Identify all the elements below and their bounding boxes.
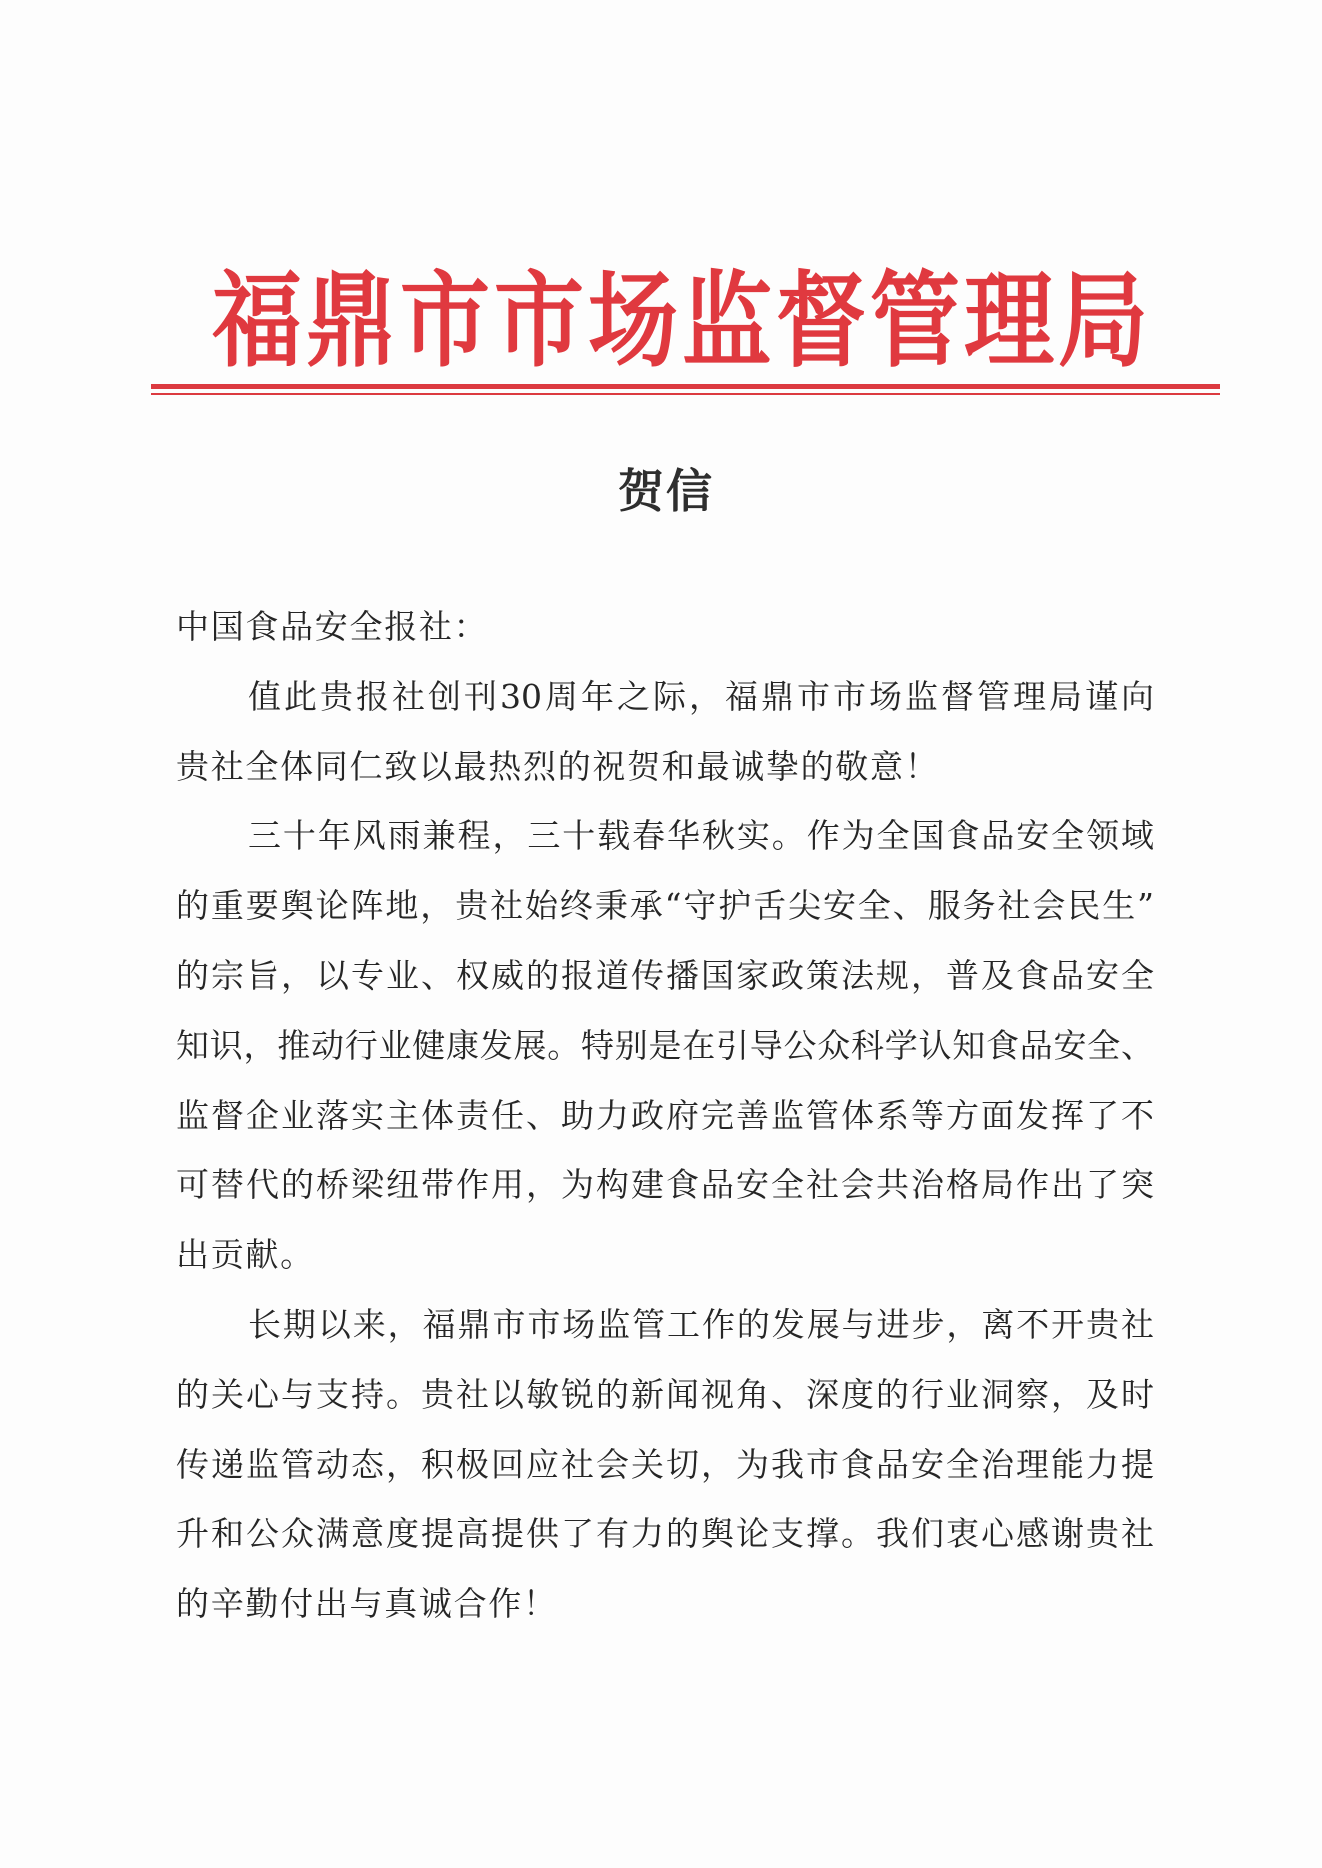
letterhead-rule-thin xyxy=(151,393,1220,395)
paragraph-line: 的重要舆论阵地，贵社始终秉承“守护舌尖安全、服务社会民生” xyxy=(176,886,1154,926)
paragraph-line: 知识，推动行业健康发展。特别是在引导公众科学认知食品安全、 xyxy=(176,1025,1154,1065)
paragraph-line: 长期以来，福鼎市市场监管工作的发展与进步，离不开贵社 xyxy=(248,1304,1154,1344)
paragraph-line: 可替代的桥梁纽带作用，为构建食品安全社会共治格局作出了突 xyxy=(176,1165,1154,1205)
paragraph-line: 监督企业落实主体责任、助力政府完善监管体系等方面发挥了不 xyxy=(176,1095,1154,1135)
salutation: 中国食品安全报社： xyxy=(176,607,489,646)
letterhead-org-name: 福鼎市市场监督管理局 xyxy=(212,260,1148,382)
paragraph-1 xyxy=(176,662,1154,802)
paragraph-line: 三十年风雨兼程，三十载春华秋实。作为全国食品安全领域 xyxy=(248,816,1154,856)
paragraph-2 xyxy=(176,801,1154,1290)
document-title: 贺信 xyxy=(618,464,714,518)
paragraph-line: 贵社全体同仁致以最热烈的祝贺和最诚挚的敬意！ xyxy=(176,746,940,786)
letterhead-rule-thick xyxy=(151,384,1220,389)
paragraph-line: 的宗旨，以专业、权威的报道传播国家政策法规，普及食品安全 xyxy=(176,955,1154,995)
paragraph-line: 出贡献。 xyxy=(176,1235,315,1275)
paragraph-line: 的关心与支持。贵社以敏锐的新闻视角、深度的行业洞察，及时 xyxy=(176,1374,1154,1414)
paragraph-line: 传递监管动态，积极回应社会关切，为我市食品安全治理能力提 xyxy=(176,1444,1154,1484)
paragraph-line: 升和公众满意度提高提供了有力的舆论支撑。我们衷心感谢贵社 xyxy=(176,1514,1154,1554)
paragraph-line: 值此贵报社创刊30周年之际，福鼎市市场监督管理局谨向 xyxy=(248,676,1154,716)
paragraph-3 xyxy=(176,1290,1154,1639)
letter-body xyxy=(176,592,1154,1639)
paragraph-line: 的辛勤付出与真诚合作！ xyxy=(176,1584,558,1624)
